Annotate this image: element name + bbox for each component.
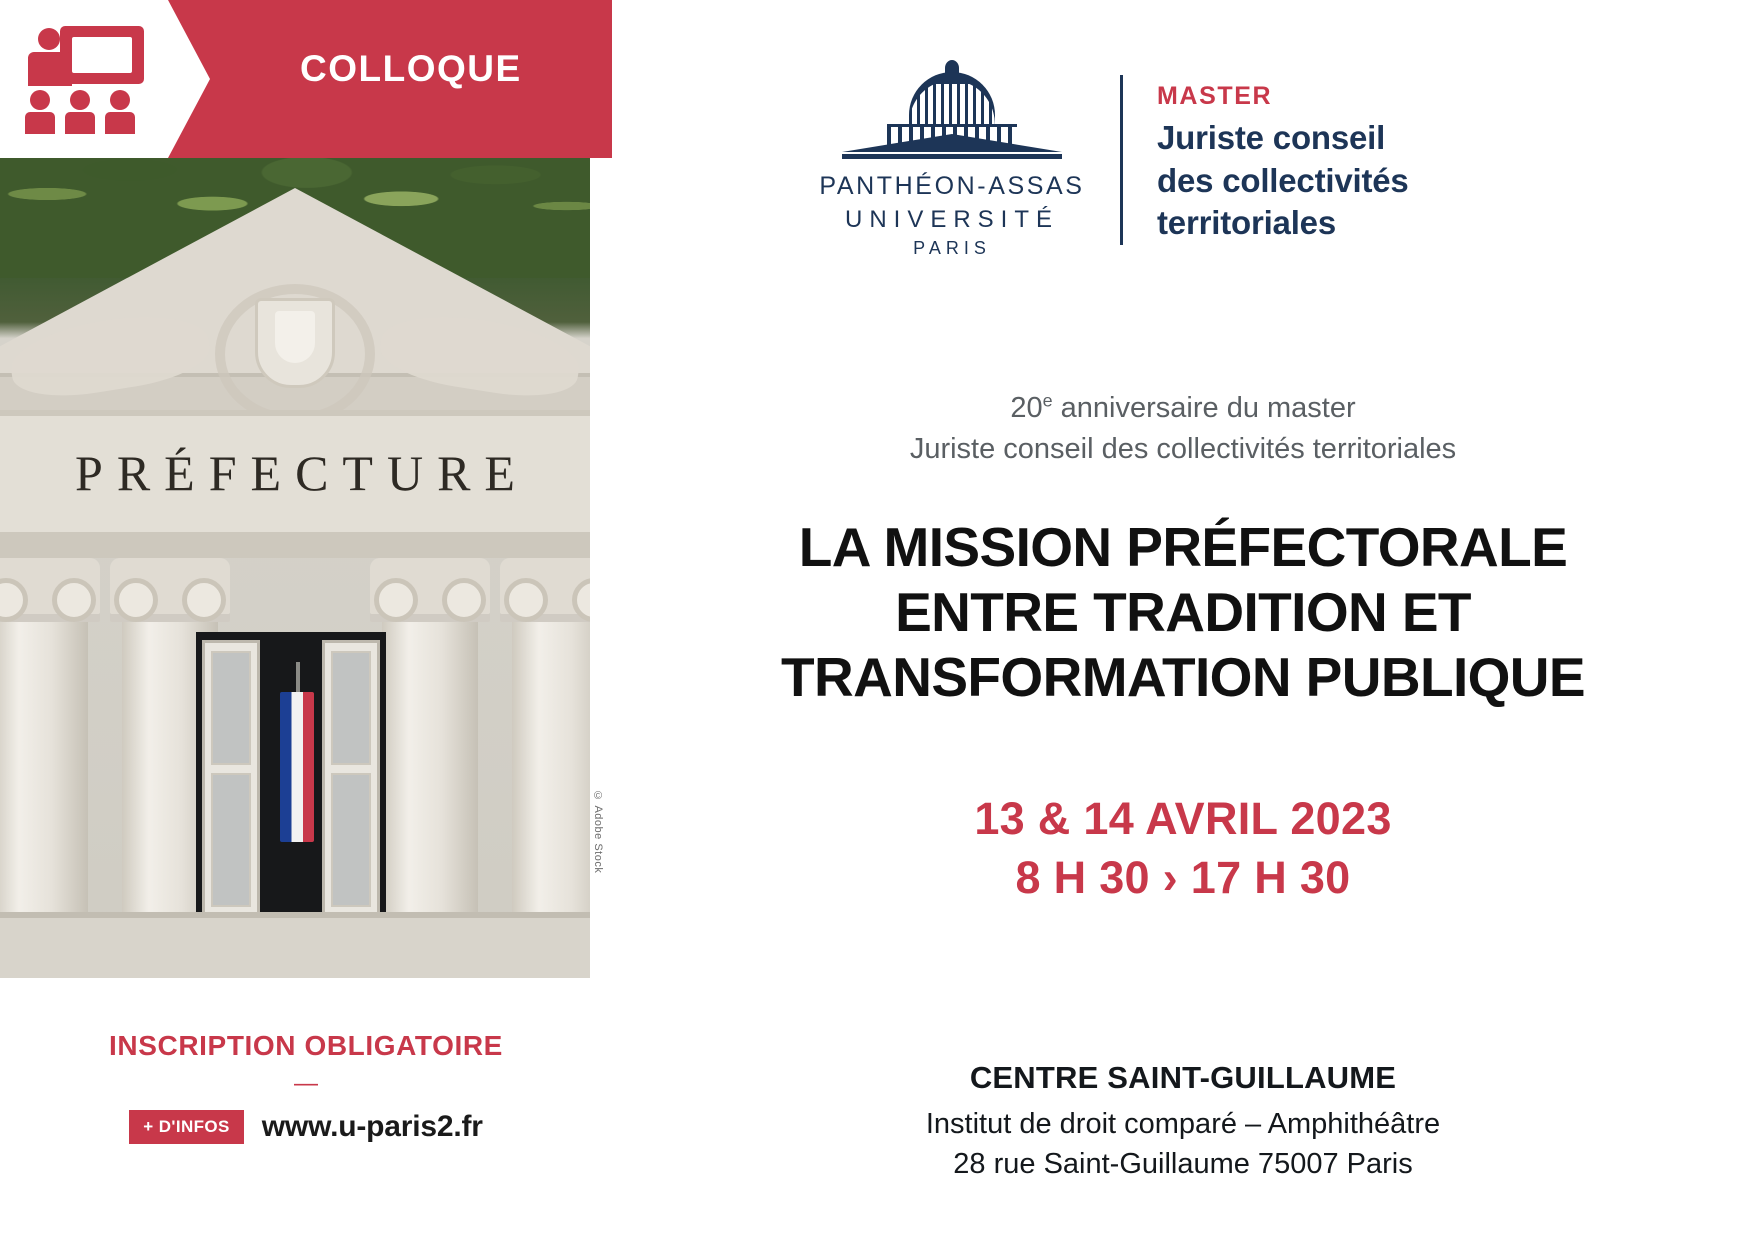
more-info-row	[0, 1110, 612, 1144]
master-program-block	[1157, 76, 1409, 244]
master-kicker: MASTER	[1157, 82, 1273, 111]
french-flag-icon	[280, 692, 314, 842]
audience-body-3	[105, 112, 135, 134]
portico-base-shape	[842, 154, 1062, 159]
university-name	[802, 170, 1102, 260]
logo-row	[802, 60, 1409, 260]
coat-of-arms-inner	[275, 311, 315, 363]
column-capitals	[0, 558, 590, 628]
presentation-speaker-icon	[24, 24, 144, 134]
event-subtitle	[612, 388, 1754, 470]
event-time: 8 H 30 › 17 H 30	[1015, 851, 1351, 903]
dome-portico-shape	[842, 148, 1062, 170]
prefecture-photo	[0, 158, 590, 978]
university-name-line1: PANTHÉON-ASSAS	[819, 172, 1085, 200]
subtitle-line1-rest: anniversaire du master	[1052, 392, 1356, 424]
university-name-line3: PARIS	[913, 238, 991, 259]
capital-4	[500, 558, 590, 622]
building-base	[0, 912, 590, 978]
master-title	[1157, 117, 1409, 244]
pediment	[0, 188, 590, 438]
portico-pediment-shape	[842, 134, 1062, 152]
audience-body-2	[65, 112, 95, 134]
colloque-banner	[0, 0, 612, 158]
master-title-line2: des collectivités	[1157, 161, 1409, 199]
subtitle-anniversary-number: 20	[1010, 392, 1043, 424]
event-date: 13 & 14 AVRIL 2023	[974, 793, 1392, 844]
door-right	[322, 640, 380, 920]
master-title-line1: Juriste conseil	[1157, 119, 1386, 157]
capital-2	[110, 558, 230, 622]
university-name-line2: UNIVERSITÉ	[844, 205, 1060, 233]
architrave	[0, 532, 590, 558]
registration-title: INSCRIPTION OBLIGATOIRE	[109, 1030, 503, 1061]
venue-line1: Institut de droit comparé – Amphithéâtre	[925, 1108, 1441, 1140]
venue-block	[612, 1060, 1754, 1184]
right-column	[612, 0, 1754, 1240]
venue-line2: 28 rue Saint-Guillaume 75007 Paris	[953, 1148, 1413, 1181]
entrance-doorway	[196, 632, 386, 922]
pantheon-assas-logo	[802, 60, 1102, 260]
capital-3	[370, 558, 490, 622]
registration-url[interactable]: www.u-paris2.fr	[261, 1110, 483, 1143]
speaker-body-shape	[28, 52, 72, 86]
page-title-line1: LA MISSION PRÉFECTORALE	[798, 516, 1568, 578]
door-right-pane-bottom	[331, 773, 371, 907]
capital-1	[0, 558, 100, 622]
audience-shape	[26, 90, 142, 134]
page-title-line2: ENTRE TRADITION ET	[895, 580, 1471, 643]
page-title	[622, 515, 1744, 710]
page-title-line3: TRANSFORMATION PUBLIQUE	[780, 645, 1586, 708]
column-1	[0, 622, 88, 912]
banner-arrow-shape	[168, 0, 210, 158]
subtitle-line2: Juriste conseil des collectivités territoriales	[909, 433, 1457, 466]
banner-icon-container	[0, 0, 168, 158]
column-3	[382, 622, 478, 912]
column-4	[512, 622, 590, 912]
screen-inner-shape	[72, 37, 132, 73]
speaker-head-shape	[38, 28, 60, 50]
subtitle-line1	[612, 388, 1754, 429]
more-info-badge[interactable]: + D'INFOS	[129, 1110, 244, 1144]
dome-stripes-shape	[909, 84, 995, 124]
door-left-pane-bottom	[211, 773, 251, 907]
registration-block	[0, 1030, 612, 1144]
coat-of-arms	[255, 298, 335, 388]
audience-body-1	[25, 112, 55, 134]
logo-divider	[1120, 75, 1123, 245]
prefecture-inscription: PRÉFECTURE	[75, 445, 529, 501]
pantheon-dome-icon	[802, 60, 1102, 170]
event-date-block	[612, 790, 1754, 907]
photo-credit: © Adobe Stock	[592, 790, 604, 874]
banner-label: COLLOQUE	[300, 48, 522, 89]
door-right-pane-top	[331, 651, 371, 765]
registration-divider: —	[294, 1070, 318, 1097]
door-left	[202, 640, 260, 920]
master-title-line3: territoriales	[1157, 203, 1336, 241]
venue-name: CENTRE SAINT-GUILLAUME	[969, 1060, 1397, 1095]
audience-head-1	[30, 90, 50, 110]
left-column	[0, 0, 612, 1240]
audience-head-2	[70, 90, 90, 110]
audience-head-3	[110, 90, 130, 110]
subtitle-ordinal-suffix: e	[1042, 390, 1053, 411]
door-left-pane-top	[211, 651, 251, 765]
